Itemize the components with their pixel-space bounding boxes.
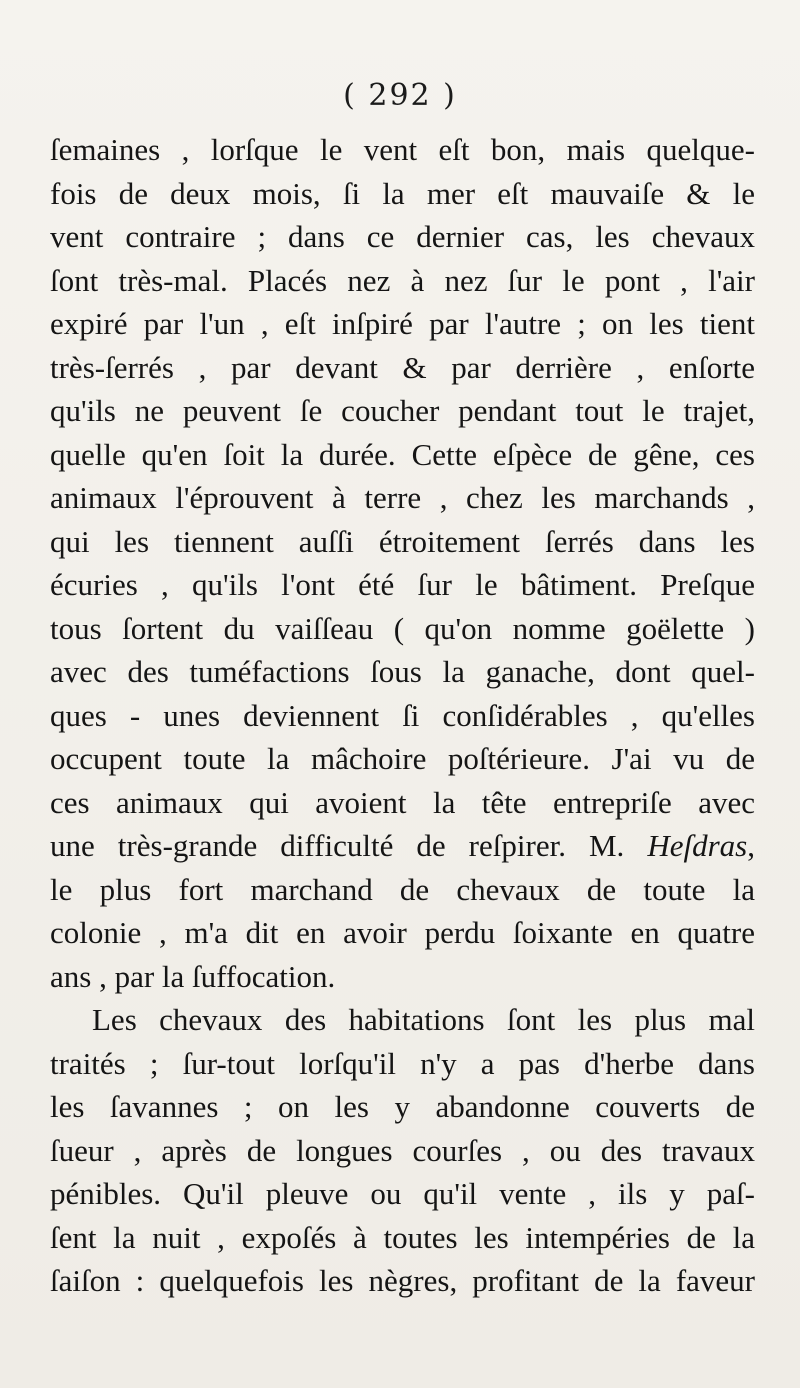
text-line: fois de deux mois, ſi la mer eſt mauvaiſe & le	[50, 175, 755, 211]
text-line: qu'ils ne peuvent ſe coucher pendant tout le trajet,	[50, 393, 755, 428]
text-line: occupent toute la mâchoire poſtérieure. J'ai vu de	[50, 741, 755, 776]
text-line: pénibles. Qu'il pleuve ou qu'il vente , ils y paſ-	[50, 1176, 755, 1211]
text-line-suffix: ,	[747, 828, 755, 863]
text-line: ſaiſon : quelquefois les nègres, profitant de la faveur	[50, 1263, 755, 1298]
text-line: vent contraire ; dans ce dernier cas, les chevaux	[50, 219, 755, 254]
text-line: quelle qu'en ſoit la durée. Cette eſpèce de gêne, ces	[50, 436, 755, 472]
text-line: expiré par l'un , eſt inſpiré par l'autre ; on les tient	[50, 306, 755, 341]
text-line: ces animaux qui avoient la tête entrepriſe avec	[50, 784, 755, 820]
text-line: ſemaines , lorſque le vent eſt bon, mais quelque-	[50, 132, 755, 167]
text-line: ſueur , après de longues courſes , ou des travaux	[50, 1132, 755, 1168]
text-line: tous ſortent du vaiſſeau ( qu'on nomme goëlette )	[50, 610, 755, 646]
text-line: avec des tuméfactions ſous la ganache, dont quel-	[50, 654, 755, 689]
text-line: ans , par la ſuffocation.	[50, 958, 336, 994]
text-line: ques - unes deviennent ſi conſidérables , qu'elles	[50, 697, 755, 733]
text-line: très-ſerrés , par devant & par derrière , enſorte	[50, 349, 755, 385]
text-line: animaux l'éprouvent à terre , chez les marchands ,	[50, 480, 755, 515]
text-line: le plus fort marchand de chevaux de toute la	[50, 871, 755, 907]
text-line: traités ; ſur-tout lorſqu'il n'y a pas d'herbe dans	[50, 1045, 755, 1081]
page-number: ( 292 )	[343, 78, 457, 113]
text-line: qui les tiennent auſſi étroitement ſerrés dans les	[50, 523, 755, 559]
text-line: ſent la nuit , expoſés à toutes les intempéries de la	[50, 1219, 755, 1255]
text-line-prefix: une très-grande difficulté de reſpirer. M.	[50, 828, 648, 863]
text-line: les ſavannes ; on les y abandonne couverts de	[50, 1089, 755, 1124]
text-line: colonie , m'a dit en avoir perdu ſoixante en quatre	[50, 915, 755, 950]
text-line: écuries , qu'ils l'ont été ſur le bâtiment. Preſque	[50, 567, 755, 602]
text-line: ſont très-mal. Placés nez à nez ſur le pont , l'air	[50, 262, 755, 298]
person-name: Heſdras	[647, 828, 748, 863]
body-text	[50, 128, 755, 1303]
text-line-with-name	[50, 824, 755, 868]
text-line: Les chevaux des habitations ſont les plus mal	[92, 1002, 755, 1037]
